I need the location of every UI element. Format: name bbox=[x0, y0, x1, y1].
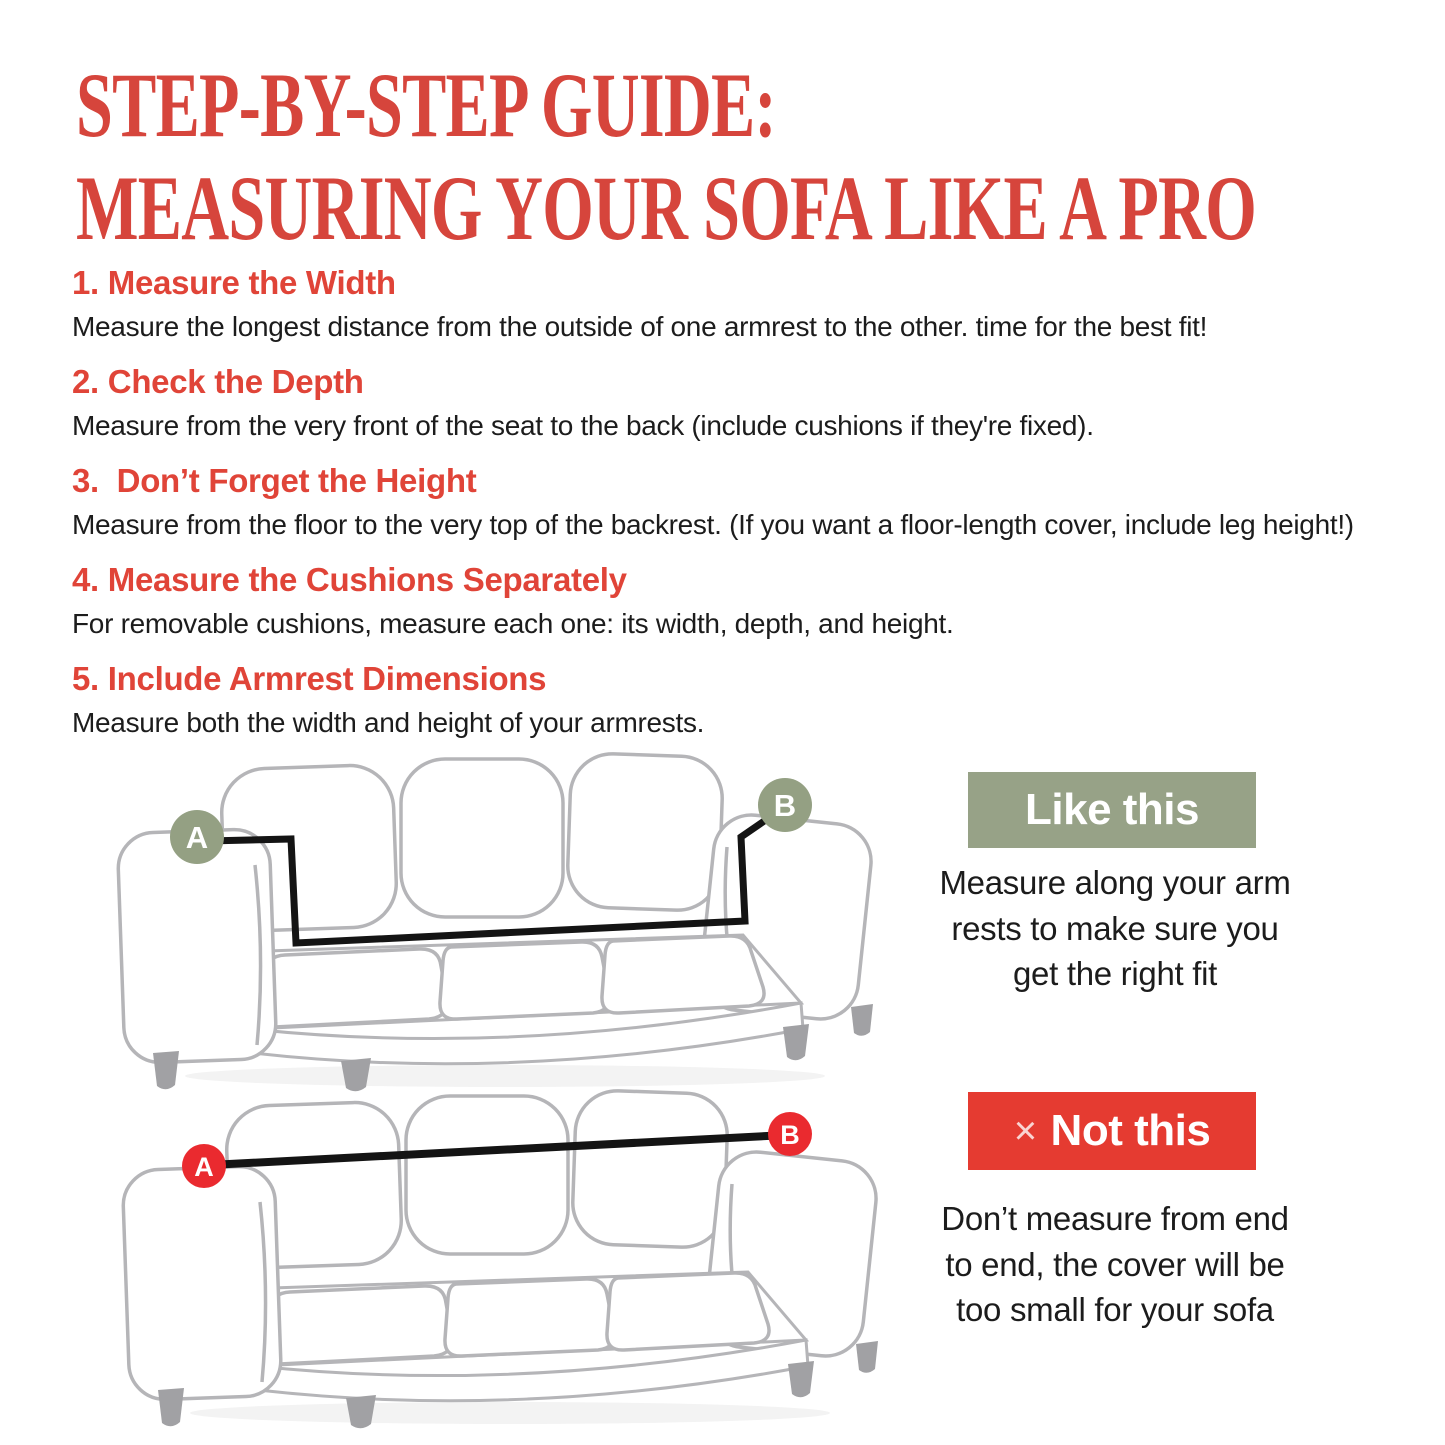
sofa-illustration-wrong bbox=[100, 1082, 900, 1427]
caption-line: Don’t measure from end bbox=[941, 1200, 1289, 1237]
like-this-badge bbox=[968, 772, 1256, 848]
steps-list bbox=[72, 264, 1417, 759]
step-description: Measure the longest distance from the outside of one armrest to the other. time for the best fit! bbox=[72, 311, 1208, 342]
step-description: Measure from the floor to the very top of the backrest. (If you want a floor-length cover, include leg height!) bbox=[72, 509, 1354, 540]
step-item bbox=[72, 264, 1417, 343]
caption-line: rests to make sure you bbox=[951, 909, 1279, 947]
step-heading: 1. Measure the Width bbox=[72, 264, 396, 301]
caption-line: too small for your sofa bbox=[956, 1291, 1274, 1329]
step-item bbox=[72, 660, 1417, 739]
step-heading: 2. Check the Depth bbox=[72, 363, 364, 400]
not-this-badge-label: Not this bbox=[1050, 1106, 1211, 1155]
like-this-badge-label: Like this bbox=[1025, 785, 1199, 834]
step-heading: 4. Measure the Cushions Separately bbox=[72, 561, 627, 598]
page-title-line-2: MEASURING YOUR SOFA LIKE A PRO bbox=[76, 157, 1257, 260]
not-this-caption bbox=[890, 1196, 1340, 1333]
sofa-illustration-correct bbox=[95, 745, 895, 1090]
step-heading: 3. Don’t Forget the Height bbox=[72, 462, 477, 499]
marker-b-label: B bbox=[773, 788, 797, 823]
x-icon: × bbox=[1013, 1109, 1037, 1153]
page-title-line-1: STEP-BY-STEP GUIDE: bbox=[76, 54, 776, 156]
step-item bbox=[72, 561, 1417, 640]
marker-a-label: A bbox=[185, 820, 209, 855]
sofa-diagram-wrong bbox=[100, 1082, 900, 1427]
caption-line: get the right fit bbox=[1012, 955, 1218, 993]
marker-b-label: B bbox=[780, 1120, 800, 1150]
step-description: Measure both the width and height of your armrests. bbox=[72, 707, 705, 738]
like-this-caption bbox=[890, 860, 1340, 997]
step-item bbox=[72, 363, 1417, 442]
step-heading: 5. Include Armrest Dimensions bbox=[72, 660, 547, 697]
marker-a-label: A bbox=[194, 1152, 214, 1182]
not-this-badge bbox=[968, 1092, 1256, 1170]
step-description: Measure from the very front of the seat to the back (include cushions if they're fixed). bbox=[72, 410, 1094, 441]
caption-line: Measure along your arm bbox=[939, 864, 1291, 901]
step-item bbox=[72, 462, 1417, 541]
caption-line: to end, the cover will be bbox=[945, 1245, 1285, 1283]
sofa-diagram-correct bbox=[95, 745, 895, 1090]
step-description: For removable cushions, measure each one: its width, depth, and height. bbox=[72, 608, 954, 639]
page-title bbox=[76, 54, 1445, 260]
